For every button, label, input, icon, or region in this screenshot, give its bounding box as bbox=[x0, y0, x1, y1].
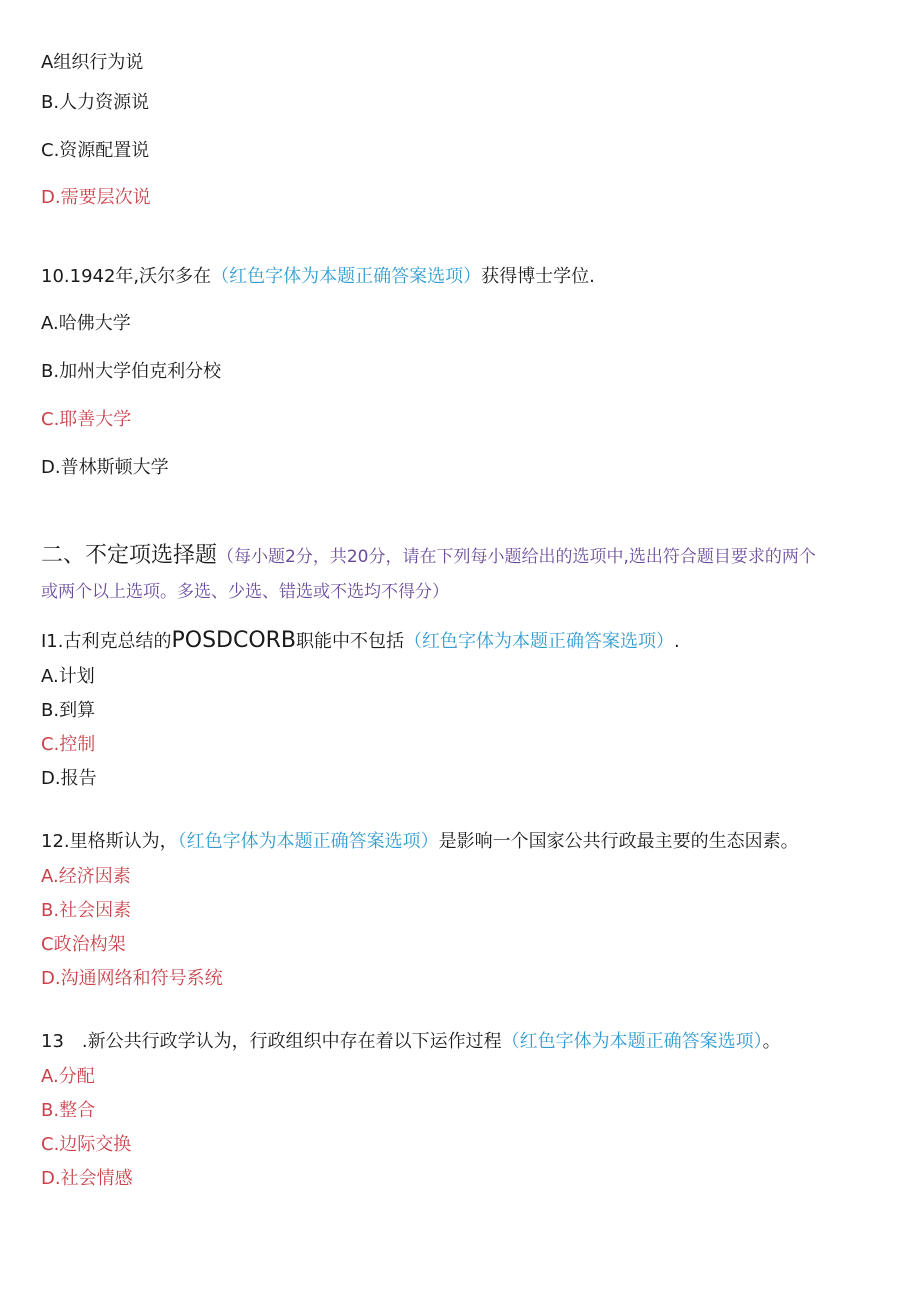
q13-answer-hint: （红色字体为本题正确答案选项） bbox=[501, 1031, 763, 1052]
q10-option-d: D.普林斯顿大学 bbox=[41, 457, 169, 478]
q9-option-a: A组织行为说 bbox=[41, 52, 144, 73]
q13-option-d-correct: D.社会情感 bbox=[41, 1168, 133, 1189]
q9-option-c: C.资源配置说 bbox=[41, 140, 150, 161]
section2-note-line2: 或两个以上选项。多选、少选、错选或不选均不得分） bbox=[41, 582, 449, 602]
q9-option-b: B.人力资源说 bbox=[41, 92, 150, 113]
q12-option-b-correct: B.社会因素 bbox=[41, 900, 132, 921]
q9-option-d-correct: D.需要层次说 bbox=[41, 187, 151, 208]
q12-option-c-correct: C政治构架 bbox=[41, 934, 126, 955]
q11-answer-hint: （红色字体为本题正确答案选项） bbox=[404, 631, 675, 652]
q11-option-a: A.计划 bbox=[41, 666, 95, 687]
q11-stem-mid: 职能中不包括 bbox=[296, 631, 405, 652]
q10-option-c-correct: C.耶善大学 bbox=[41, 409, 132, 430]
q11-acronym: POSDCORB bbox=[171, 628, 297, 653]
q12-option-d-correct: D.沟通网络和符号系统 bbox=[41, 968, 223, 989]
q10-stem-after: 获得博士学位. bbox=[481, 266, 595, 287]
q12-stem bbox=[41, 830, 799, 854]
q13-stem-after: 。 bbox=[762, 1031, 781, 1052]
q10-option-b: B.加州大学伯克利分校 bbox=[41, 361, 222, 382]
q11-stem-before: I1.古利克总结的 bbox=[41, 631, 172, 652]
q10-stem-before: 10.1942年,沃尔多在 bbox=[41, 266, 212, 287]
q11-option-c-correct: C.控制 bbox=[41, 734, 96, 755]
q11-option-b: B.到算 bbox=[41, 700, 96, 721]
q13-stem bbox=[41, 1030, 781, 1054]
q10-answer-hint: （红色字体为本题正确答案选项） bbox=[211, 266, 482, 287]
section2-note-line1: （每小题2分，共20分，请在下列每小题给出的选项中,选出符合题目要求的两个 bbox=[217, 547, 816, 567]
q10-option-a: A.哈佛大学 bbox=[41, 313, 131, 334]
q12-option-a-correct: A.经济因素 bbox=[41, 866, 131, 887]
q12-answer-hint: （红色字体为本题正确答案选项） bbox=[177, 831, 439, 852]
q13-option-c-correct: C.边际交换 bbox=[41, 1134, 132, 1155]
q13-stem-before: 13 .新公共行政学认为，行政组织中存在着以下运作过程 bbox=[41, 1031, 502, 1052]
q10-stem bbox=[41, 265, 595, 289]
q12-stem-after: 是影响一个国家公共行政最主要的生态因素。 bbox=[438, 831, 799, 852]
q11-option-d: D.报告 bbox=[41, 768, 97, 789]
q11-stem-after: . bbox=[674, 631, 680, 652]
section2-title: 二、不定项选择题 bbox=[41, 543, 218, 568]
q11-stem bbox=[41, 629, 680, 654]
section2-heading bbox=[41, 541, 816, 571]
q13-option-b-correct: B.整合 bbox=[41, 1100, 96, 1121]
q12-stem-before: 12.里格斯认为， bbox=[41, 831, 178, 852]
q13-option-a-correct: A.分配 bbox=[41, 1066, 95, 1087]
